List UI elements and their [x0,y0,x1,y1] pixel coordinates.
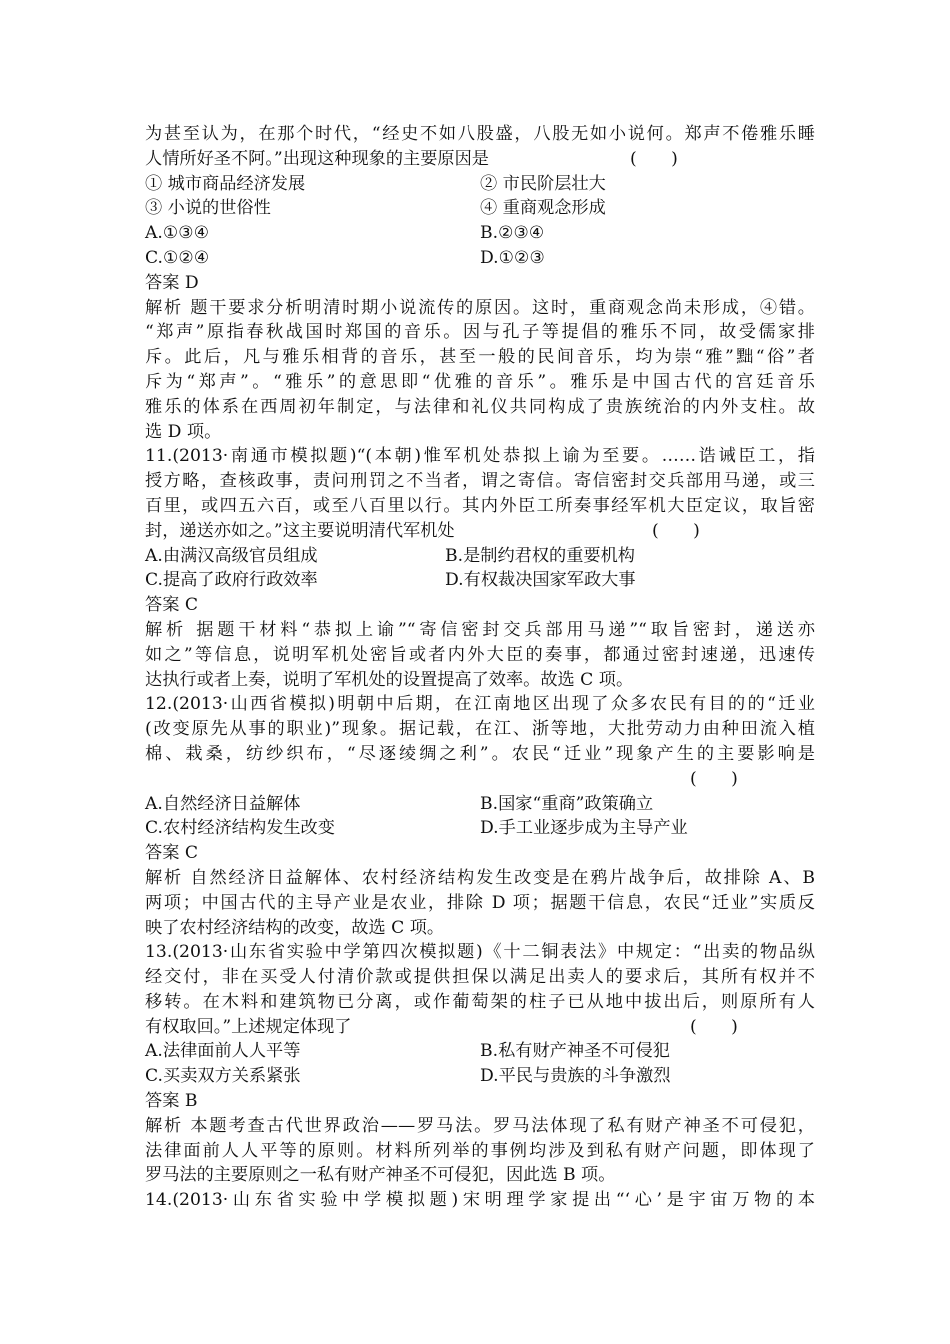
option-b: B.国家“重商”政策确立 [480,793,654,814]
statement-2: ② 市民阶层壮大 [480,173,606,194]
answer-blank: ( ) [690,768,738,789]
question-10-stem-text: 人情所好圣不阿。”出现这种现象的主要原因是 [145,148,489,169]
option-d: D.平民与贵族的斗争激烈 [480,1066,671,1087]
question-10-analysis-line: 斥为“郑声”。“雅乐”的意思即“优雅的音乐”。雅乐是中国古代的宫廷音乐 [145,371,815,392]
option-c: C.买卖双方关系紧张 [145,1066,301,1087]
question-10-analysis-line: 斥。此后，凡与雅乐相背的音乐，甚至一般的民间音乐，均为崇“雅”黜“俗”者 [145,347,815,368]
question-11-stem-line: 百里，或四五六百，或至八百里以行。其内外臣工所奏事经军机大臣定议，取旨密 [145,495,815,516]
question-13-stem-text: 有权取回。”上述规定体现了 [145,1016,352,1037]
question-11-options-row [145,568,815,593]
document-page [145,122,815,1213]
question-11-stem-text: 封，递送亦如之。”这主要说明清代军机处 [145,520,455,541]
option-a: A.由满汉高级官员组成 [145,545,318,566]
question-11-options-row [145,544,815,569]
question-10-analysis-line: 选 D 项。 [145,421,222,442]
option-c: C.农村经济结构发生改变 [145,818,335,839]
statement-3: ③ 小说的世俗性 [145,198,271,219]
question-11-stem-line: 11.(2013·南通市模拟题)“(本朝)惟军机处恭拟上谕为至要。……诰诫臣工，指 [145,446,815,467]
question-12-answer: 答案 C [145,843,198,864]
question-10-options-row [145,172,815,197]
question-12-stem-line: (改变原先从事的职业)”现象。据记载，在江、浙等地，大批劳动力由种田流入植 [145,719,815,740]
question-10-options-row [145,246,815,271]
question-13-options-row [145,1064,815,1089]
option-d: D.①②③ [480,247,545,268]
option-d: D.手工业逐步成为主导产业 [480,818,688,839]
option-b: B.是制约君权的重要机构 [445,545,635,566]
question-14-stem-line: 14.(2013·山东省实验中学模拟题)宋明理学家提出“‘心’是宇宙万物的本 [145,1190,815,1211]
question-11-analysis-line: 解析 据题干材料“恭拟上谕”“寄信密封交兵部用马递”“取旨密封，递送亦 [145,619,815,640]
statement-4: ④ 重商观念形成 [480,198,606,219]
question-12-options-row [145,816,815,841]
question-10-analysis-line: 解析 题干要求分析明清时期小说流传的原因。这时，重商观念尚未形成，④错。 [145,297,815,318]
question-10-stem-line [145,147,815,172]
question-10-stem-line: 为甚至认为，在那个时代，“经史不如八股盛，八股无如小说何。郑声不倦雅乐睡 [145,124,815,144]
option-d: D.有权裁决国家军政大事 [445,570,636,591]
question-12-stem-line: 12.(2013·山西省模拟)明朝中后期，在江南地区出现了众多农民有目的的“迁业 [145,694,815,715]
question-10-analysis-line: 雅乐的体系在西周初年制定，与法律和礼仪共同构成了贵族统治的内外支柱。故 [145,396,815,417]
question-11-stem-line: 授方略，查核政事，责问刑罚之不当者，谓之寄信。寄信密封交兵部用马递，或三 [145,471,815,492]
answer-blank: ( ) [652,520,700,541]
statement-1: ① 城市商品经济发展 [145,173,306,194]
option-c: C.①②④ [145,247,210,268]
question-12-paren-line [145,767,815,792]
answer-blank: ( ) [690,1016,738,1037]
question-11-analysis-line: 如之”等信息，说明军机处密旨或者内外大臣的奏事，都通过密封速递，迅速传 [145,644,815,665]
question-12-analysis-line: 解析 自然经济日益解体、农村经济结构发生改变是在鸦片战争后，故排除 A、B [145,867,815,888]
question-12-analysis-line: 映了农村经济结构的改变，故选 C 项。 [145,917,445,938]
option-a: A.法律面前人人平等 [145,1041,301,1062]
question-13-analysis-line: 罗马法的主要原则之一私有财产神圣不可侵犯，因此选 B 项。 [145,1165,616,1186]
option-b: B.②③④ [480,223,545,244]
question-13-analysis-line: 解析 本题考查古代世界政治——罗马法。罗马法体现了私有财产神圣不可侵犯， [145,1115,815,1136]
question-11-analysis-line: 达执行或者上奏，说明了军机处的设置提高了效率。故选 C 项。 [145,669,634,690]
question-13-stem-line [145,1015,815,1040]
answer-blank: ( ) [630,148,678,169]
question-13-stem-line: 经交付，非在买受人付清价款或提供担保以满足出卖人的要求后，其所有权并不 [145,967,815,988]
question-13-options-row [145,1039,815,1064]
question-12-stem-line: 棉、栽桑，纺纱织布，“尽逐绫绸之利”。农民“迁业”现象产生的主要影响是 [145,743,815,764]
option-c: C.提高了政府行政效率 [145,570,318,591]
question-11-answer: 答案 C [145,595,198,616]
option-b: B.私有财产神圣不可侵犯 [480,1041,670,1062]
question-10-answer: 答案 D [145,272,199,293]
question-11-stem-line [145,519,815,544]
question-10-options-row [145,221,815,246]
question-13-analysis-line: 法律面前人人平等的原则。材料所列举的事例均涉及到私有财产问题，即体现了 [145,1140,815,1161]
question-13-stem-line: 移转。在木料和建筑物已分离，或作葡萄架的柱子已从地中拔出后，则原所有人 [145,991,815,1012]
option-a: A.①③④ [145,223,210,244]
question-10-analysis-line: “郑声”原指春秋战国时郑国的音乐。因与孔子等提倡的雅乐不同，故受儒家排 [145,322,815,343]
question-12-analysis-line: 两项；中国古代的主导产业是农业，排除 D 项；据题干信息，农民“迁业”实质反 [145,892,815,913]
option-a: A.自然经济日益解体 [145,793,301,814]
question-13-answer: 答案 B [145,1091,198,1112]
question-13-stem-line: 13.(2013·山东省实验中学第四次模拟题)《十二铜表法》中规定：“出卖的物品纵 [145,942,815,963]
question-10-options-row [145,196,815,221]
question-12-options-row [145,792,815,817]
